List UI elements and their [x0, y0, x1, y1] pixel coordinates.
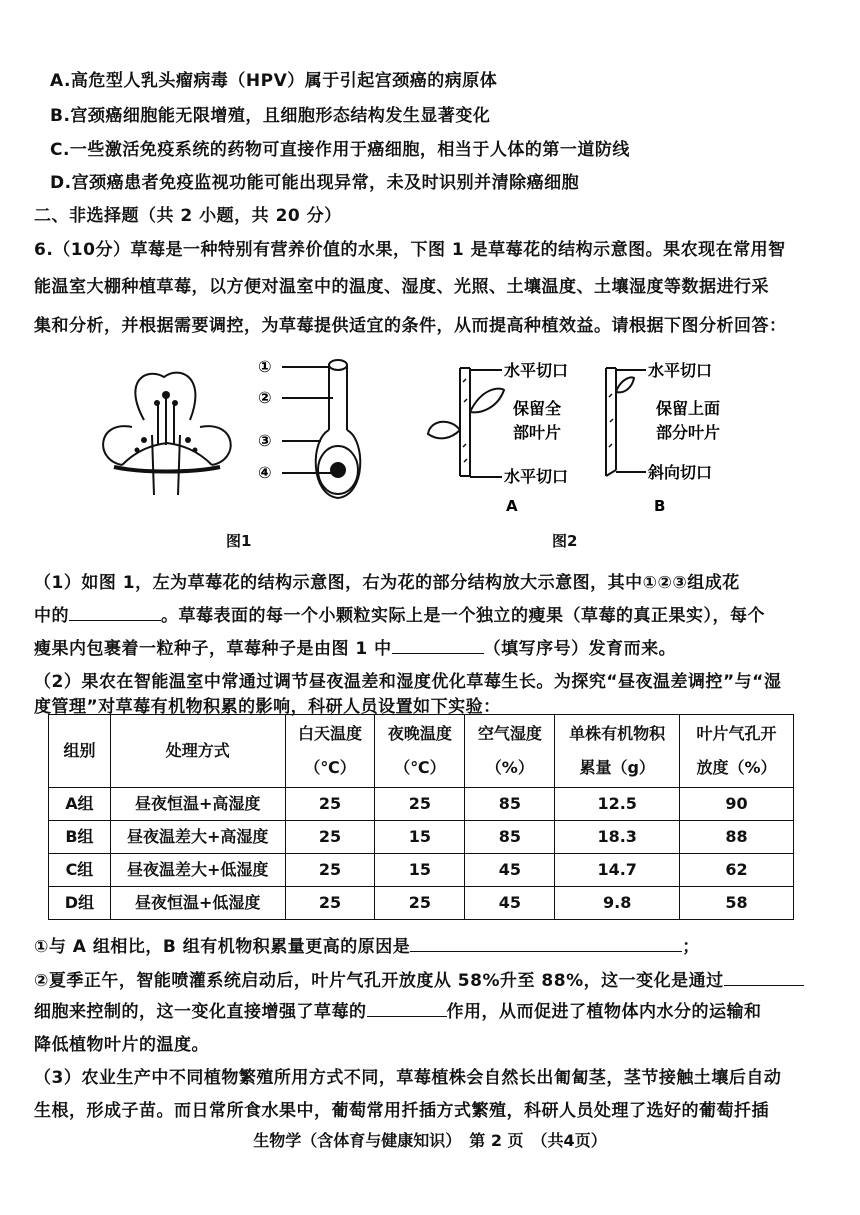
table-cell: 25 [285, 788, 375, 821]
header-organic-matter: 单株有机物积 累量（g） [555, 715, 680, 788]
header-night-temp: 夜晚温度 （℃） [375, 715, 465, 788]
figure1-pistil-diagram [255, 355, 375, 505]
fig2-b-mid-label-2: 部分叶片 [656, 423, 721, 442]
fig2-a-mid-label-1: 保留全 [513, 399, 562, 418]
figure1-caption: 图1 [226, 532, 252, 550]
marker-2: ② [258, 388, 272, 407]
section-heading: 二、非选择题（共 2 小题，共 20 分） [34, 206, 342, 226]
fig2-b-top-label: 水平切口 [648, 361, 713, 380]
q6-intro-line1: 6.（10分）草莓是一种特别有营养价值的水果，下图 1 是草莓花的结构示意图。果农现在常用智 [34, 240, 786, 260]
subq1-text: ①与 A 组相比，B 组有机物积累量更高的原因是 [34, 937, 411, 957]
subq2-text-2: 细胞来控制的，这一变化直接增强了草莓的 [34, 1002, 367, 1022]
table-header-row [49, 715, 794, 788]
table-row [49, 887, 794, 920]
table-row [49, 821, 794, 854]
part1-line3 [34, 634, 676, 659]
answer-blank-5[interactable] [367, 1000, 447, 1017]
fig2-b-bottom-label: 斜向切口 [648, 463, 713, 482]
answer-blank-4[interactable] [724, 969, 804, 986]
part1-text-2: 瘦果内包裹着一粒种子，草莓种子是由图 1 中 [34, 639, 392, 659]
table-cell: 25 [375, 887, 465, 920]
table-cell: 25 [285, 854, 375, 887]
table-cell: B组 [49, 821, 111, 854]
part3-line2: 生根，形成子苗。而日常所食水果中，葡萄常用扦插方式繁殖，科研人员处理了选好的葡萄扦插 [34, 1101, 769, 1121]
fig2-a-top-label: 水平切口 [504, 361, 569, 380]
table-cell: 45 [465, 854, 555, 887]
subq2-text-2-cont: 作用，从而促进了植物体内水分的运输和 [446, 1002, 762, 1022]
table-cell: 14.7 [555, 854, 680, 887]
table-cell: 88 [680, 821, 794, 854]
fig2-a-mid-label-2: 部叶片 [513, 423, 562, 442]
page-footer: 生物学（含体育与健康知识） 第 2 页 （共4页） [253, 1131, 607, 1150]
table-row [49, 854, 794, 887]
table-cell: 15 [375, 821, 465, 854]
header-treatment: 处理方式 [110, 715, 285, 788]
option-b: B.宫颈癌细胞能无限增殖，且细胞形态结构发生显著变化 [50, 106, 491, 126]
fig2-b-letter: B [654, 497, 666, 515]
part1-line2 [34, 601, 765, 626]
subq2-line3: 降低植物叶片的温度。 [34, 1035, 209, 1055]
subq1-end: ； [682, 937, 700, 957]
part1-text-2-cont: （填写序号）发育而来。 [483, 639, 677, 659]
header-humidity: 空气湿度 （%） [465, 715, 555, 788]
header-stomata: 叶片气孔开 放度（%） [680, 715, 794, 788]
table-cell: 25 [285, 887, 375, 920]
option-d: D.宫颈癌患者免疫监视功能可能出现异常，未及时识别并清除癌细胞 [50, 173, 580, 193]
part1-text: 中的 [34, 606, 69, 626]
experiment-table [48, 714, 794, 920]
figure2-cuttings-diagram [420, 352, 750, 517]
table-cell: 9.8 [555, 887, 680, 920]
table-cell: 15 [375, 854, 465, 887]
table-cell: 58 [680, 887, 794, 920]
table-cell: D组 [49, 887, 111, 920]
part1-line1: （1）如图 1，左为草莓花的结构示意图，右为花的部分结构放大示意图，其中①②③组成花 [34, 573, 740, 593]
answer-blank-2[interactable] [392, 637, 484, 654]
part2-line2: 度管理”对草莓有机物积累的影响，科研人员设置如下实验： [34, 697, 501, 717]
marker-3: ③ [258, 431, 272, 450]
table-cell: 25 [285, 821, 375, 854]
fig2-b-mid-label-1: 保留上面 [656, 399, 721, 418]
figure2-caption: 图2 [552, 532, 578, 550]
table-row [49, 788, 794, 821]
marker-1: ① [258, 357, 272, 376]
table-cell: A组 [49, 788, 111, 821]
header-group: 组别 [49, 715, 111, 788]
part2-line1: （2）果农在智能温室中常通过调节昼夜温差和湿度优化草莓生长。为探究“昼夜温差调控”与“湿 [34, 672, 782, 692]
answer-blank-3[interactable] [410, 935, 682, 952]
part3-line1: （3）农业生产中不同植物繁殖所用方式不同，草莓植株会自然长出匍匐茎，茎节接触土壤后自动 [34, 1068, 782, 1088]
subq2-text: ②夏季正午，智能喷灌系统启动后，叶片气孔开放度从 58%升至 88%，这一变化是通过 [34, 971, 724, 991]
table-cell: 90 [680, 788, 794, 821]
table-cell: 62 [680, 854, 794, 887]
subq2-line1 [34, 966, 804, 991]
table-cell: 12.5 [555, 788, 680, 821]
part1-text-cont: 。草莓表面的每一个小颗粒实际上是一个独立的瘦果（草莓的真正果实），每个 [161, 606, 765, 626]
table-cell: 昼夜温差大+低湿度 [110, 854, 285, 887]
table-cell: 85 [465, 821, 555, 854]
answer-blank-1[interactable] [69, 604, 161, 621]
subq1-line [34, 932, 700, 957]
table-cell: 18.3 [555, 821, 680, 854]
table-cell: 25 [375, 788, 465, 821]
table-cell: 45 [465, 887, 555, 920]
q6-intro-line3: 集和分析，并根据需要调控，为草莓提供适宜的条件，从而提高种植效益。请根据下图分析回答： [34, 316, 787, 336]
option-a: A.高危型人乳头瘤病毒（HPV）属于引起宫颈癌的病原体 [50, 71, 498, 91]
marker-4: ④ [258, 463, 272, 482]
fig2-a-bottom-label: 水平切口 [504, 467, 569, 486]
fig2-a-letter: A [506, 497, 518, 515]
option-c: C.一些激活免疫系统的药物可直接作用于癌细胞，相当于人体的第一道防线 [50, 140, 630, 160]
table-cell: 85 [465, 788, 555, 821]
table-cell: 昼夜温差大+高湿度 [110, 821, 285, 854]
header-day-temp: 白天温度 （℃） [285, 715, 375, 788]
table-cell: C组 [49, 854, 111, 887]
figure1-flower-diagram [92, 365, 242, 500]
q6-intro-line2: 能温室大棚种植草莓，以方便对温室中的温度、湿度、光照、土壤温度、土壤湿度等数据进行采 [34, 277, 769, 297]
subq2-line2 [34, 997, 762, 1022]
table-cell: 昼夜恒温+低湿度 [110, 887, 285, 920]
table-cell: 昼夜恒温+高湿度 [110, 788, 285, 821]
